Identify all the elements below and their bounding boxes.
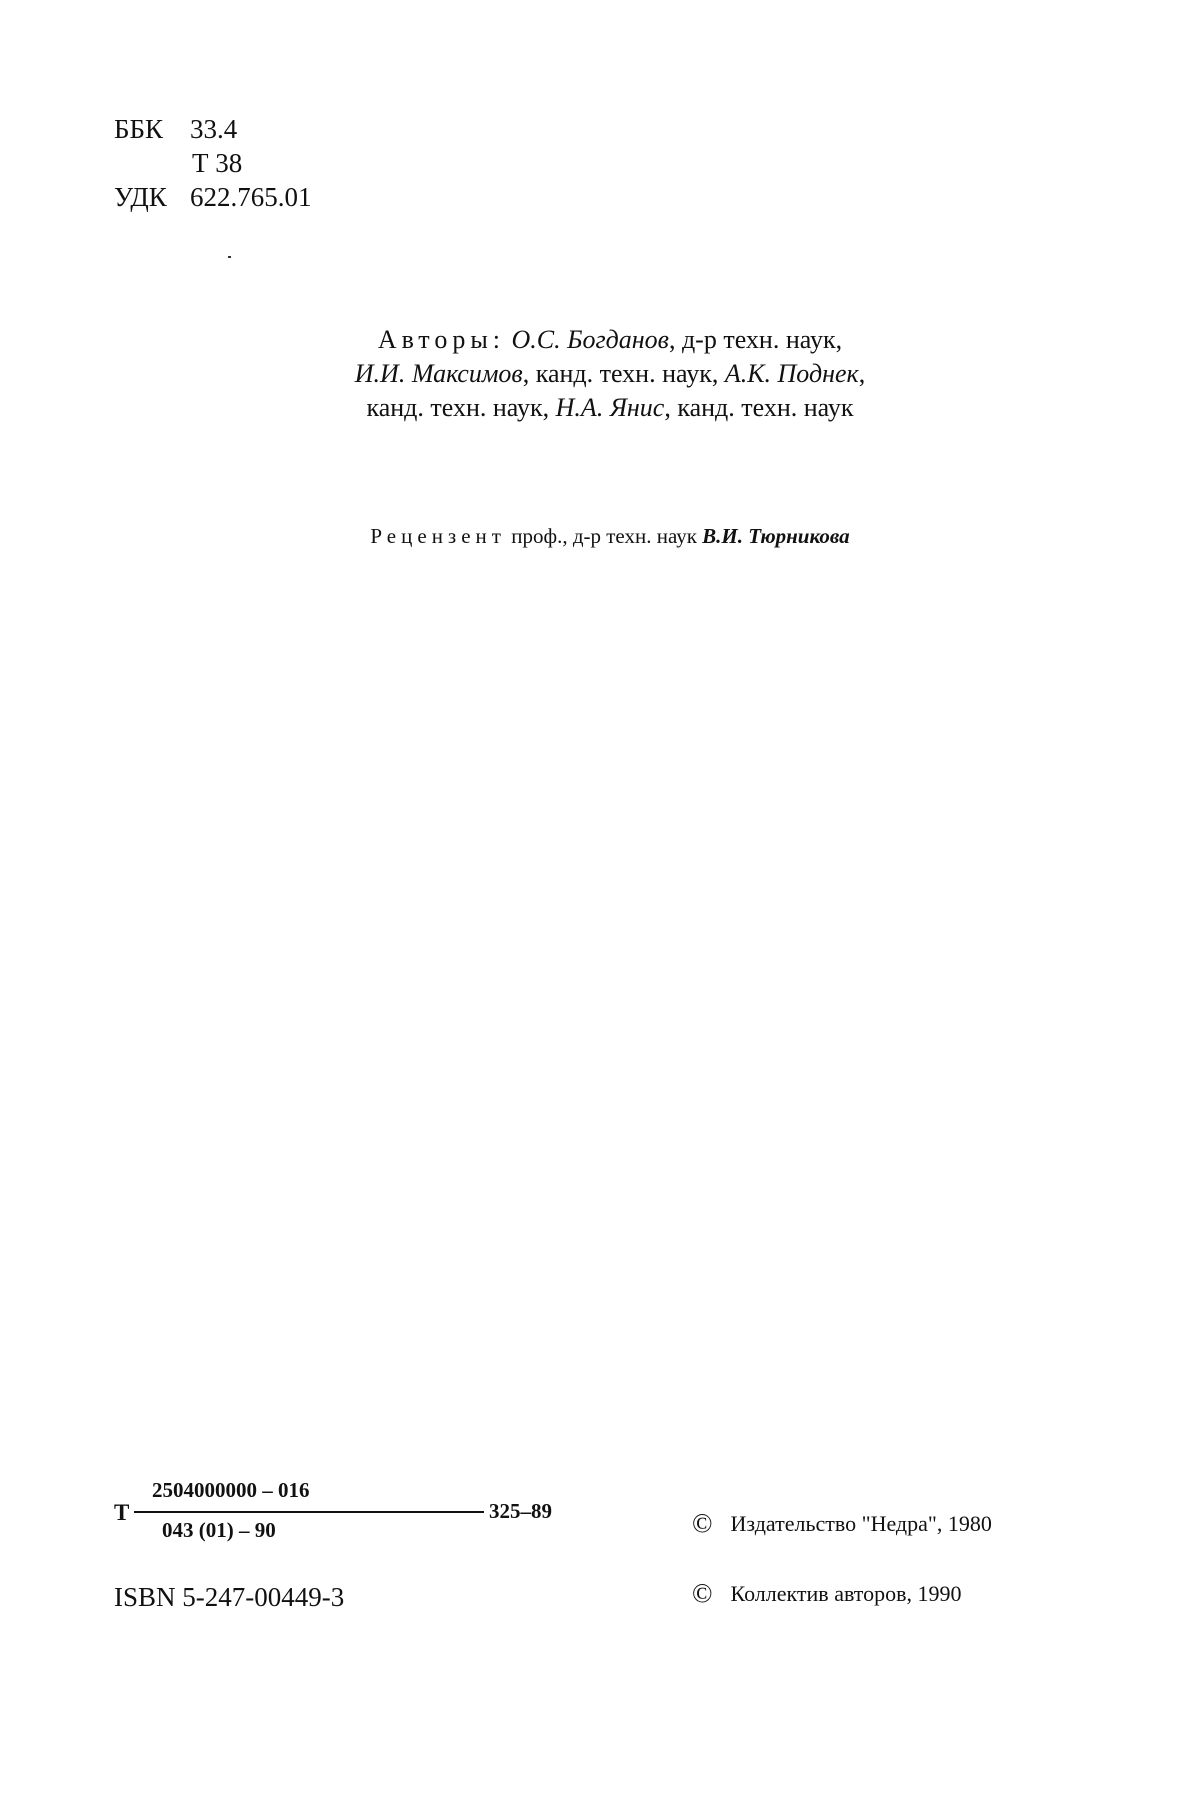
author-degree: канд. техн. наук,: [366, 393, 550, 422]
reviewer-title: проф., д-р техн. наук: [511, 524, 697, 548]
isbn: ISBN 5-247-00449-3: [114, 1582, 345, 1612]
copyright-text: Издательство "Недра", 1980: [730, 1510, 992, 1536]
authors-line-1: [250, 323, 970, 357]
reviewer-label: Рецензент: [370, 524, 506, 548]
fraction-bar: [134, 1511, 484, 1513]
copyright-publisher: [692, 1508, 992, 1539]
copyright-authors: [692, 1578, 962, 1609]
classification-block: [114, 112, 312, 214]
udk-label: УДК: [114, 182, 167, 212]
author-degree: , канд. техн. наук,: [522, 359, 719, 388]
bbk-row: [114, 112, 312, 146]
bbk-label: ББК: [114, 114, 164, 144]
author-mark-row: [114, 146, 312, 180]
copyright-icon: ©: [692, 1508, 713, 1538]
author-name: Н.А. Янис: [555, 393, 665, 422]
author-degree: ,: [858, 359, 866, 388]
formula-numerator: 2504000000 – 016: [152, 1478, 310, 1502]
bbk-value: 33.4: [190, 114, 238, 144]
author-name: О.С. Богданов: [511, 325, 669, 354]
author-name: А.К. Поднек: [724, 359, 859, 388]
author-degree: , канд. техн. наук: [664, 393, 854, 422]
formula-suffix: 325–89: [489, 1499, 552, 1523]
formula-denominator: 043 (01) – 90: [162, 1518, 276, 1542]
publisher-index-formula: [114, 1478, 552, 1558]
print-speck: [228, 256, 231, 258]
udk-row: [114, 180, 312, 214]
authors-label: Авторы:: [377, 325, 506, 354]
reviewer-line: [250, 524, 970, 549]
formula-letter: Т: [114, 1500, 130, 1525]
authors-block: [250, 323, 970, 425]
author-name: И.И. Максимов: [354, 359, 523, 388]
authors-line-3: [250, 391, 970, 425]
copyright-icon: ©: [692, 1578, 713, 1608]
author-degree: , д-р техн. наук,: [668, 325, 843, 354]
reviewer-name: В.И. Тюрникова: [702, 524, 850, 548]
author-mark: Т 38: [192, 148, 243, 178]
authors-line-2: [250, 357, 970, 391]
udk-value: 622.765.01: [190, 182, 312, 212]
copyright-text: Коллектив авторов, 1990: [730, 1580, 962, 1606]
